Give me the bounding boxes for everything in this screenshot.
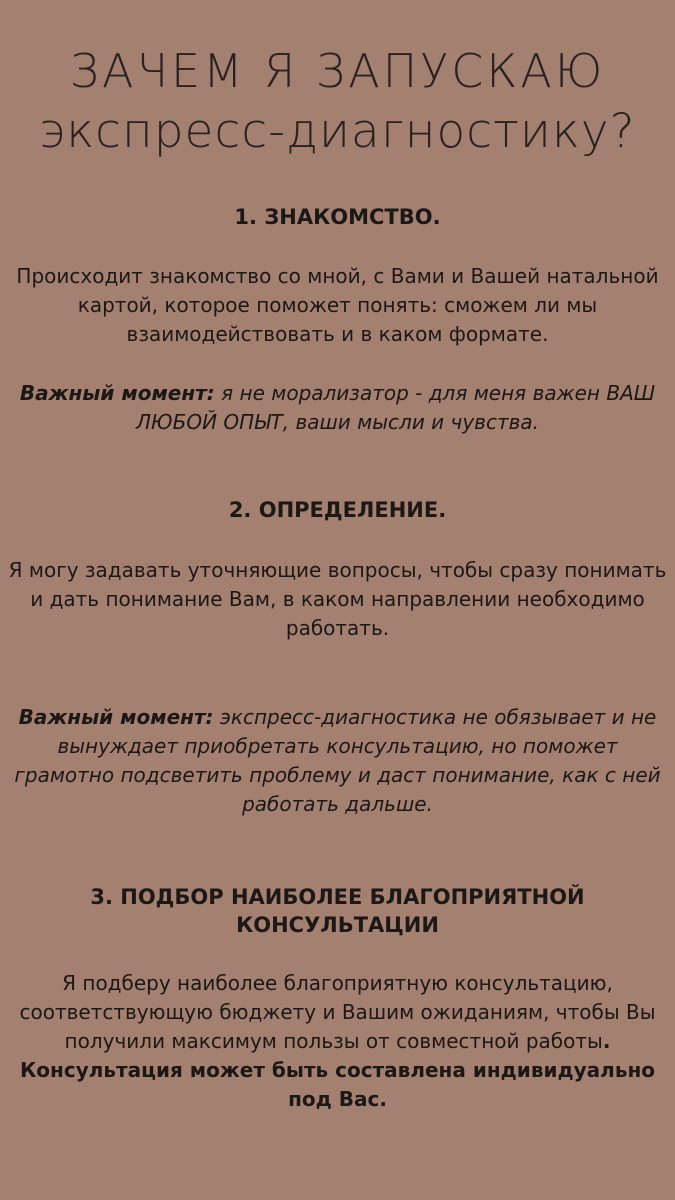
section3-heading: 3. ПОДБОР НАИБОЛЕЕ БЛАГОПРИЯТНОЙ КОНСУЛЬТАЦИИ: [90, 885, 585, 937]
title-line-2: экспресс-диагностику?: [39, 104, 636, 159]
section3-text: [8, 969, 667, 1114]
section1-note-text: я не морализатор - для меня важен ВАШ ЛЮБОЙ ОПЫТ, ваши мысли и чувства.: [135, 381, 656, 434]
section1-note: [8, 379, 667, 437]
section1-heading: 1. ЗНАКОМСТВО.: [234, 205, 441, 229]
title-line-1: ЗАЧЕМ Я ЗАПУСКАЮ: [69, 44, 606, 98]
section1-note-label: Важный момент:: [19, 381, 215, 405]
section3-text-bold: . Консультация может быть составлена индивидуально под Вас.: [19, 1029, 656, 1111]
section3-text-regular: Я подберу наиболее благоприятную консультацию, соответствующую бюджету и Вашим ожиданиям, чтобы Вы получили максимум пользы от совместной работы: [19, 971, 656, 1053]
section2-heading: 2. ОПРЕДЕЛЕНИЕ.: [228, 498, 447, 522]
section2-note-label: Важный момент:: [18, 705, 214, 729]
section1-text: Происходит знакомство со мной, с Вами и Вашей натальной картой, которое поможет понять: сможем ли мы взаимодействовать и в каком формате.: [16, 264, 659, 346]
section2-note-text: экспресс-диагностика не обязывает и не вынуждает приобретать консультацию, но поможет грамотно подсветить проблему и даст понимание, как с ней работать дальше.: [14, 705, 661, 816]
section2-note: [8, 703, 667, 819]
section2-text: Я могу задавать уточняющие вопросы, чтобы сразу понимать и дать понимание Вам, в каком направлении необходимо работать.: [8, 558, 667, 640]
